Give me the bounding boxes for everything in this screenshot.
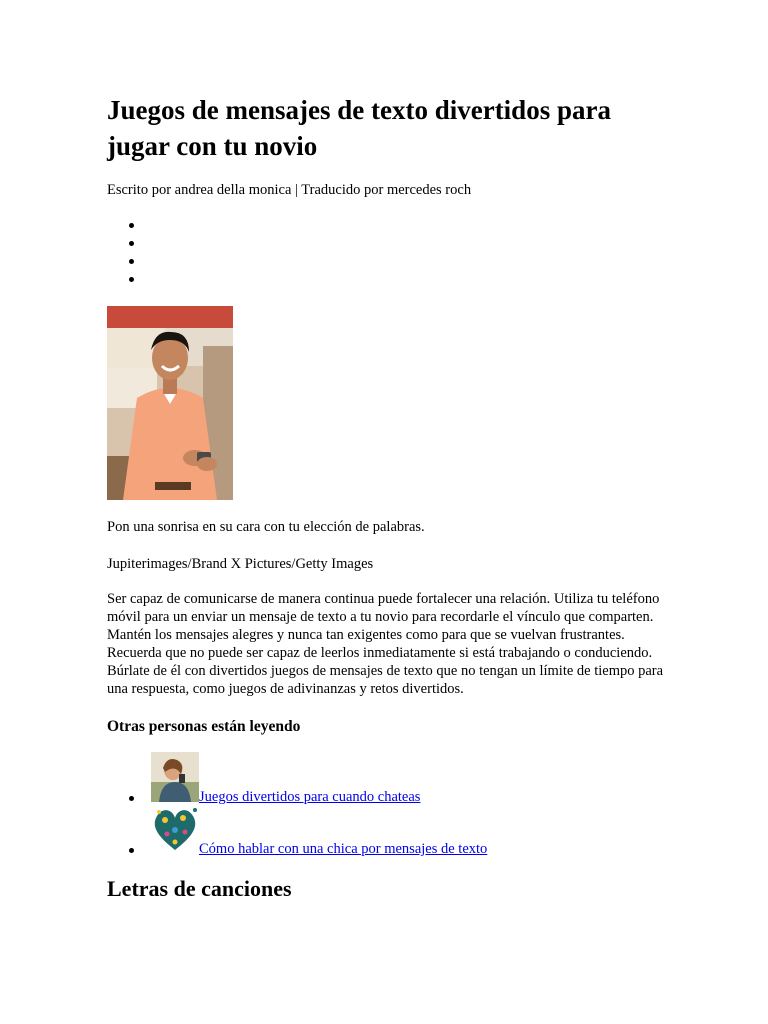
image-caption: Pon una sonrisa en su cara con tu elección de palabras. <box>107 519 425 535</box>
related-list <box>107 752 627 856</box>
bullet-icon <box>129 848 134 853</box>
article-title: Juegos de mensajes de texto divertidos para jugar con tu novio <box>107 95 611 161</box>
hero-image <box>107 306 233 500</box>
woman-with-phone-thumbnail-icon[interactable] <box>151 752 199 802</box>
share-list <box>107 216 147 288</box>
share-item[interactable] <box>107 216 147 234</box>
image-credit: Jupiterimages/Brand X Pictures/Getty Images <box>107 556 374 572</box>
section-heading: Letras de canciones <box>107 876 292 901</box>
related-item <box>107 804 627 856</box>
related-link-juegos-divertidos[interactable]: Juegos divertidos para cuando chateas <box>199 789 421 805</box>
share-item[interactable] <box>107 234 147 252</box>
related-heading: Otras personas están leyendo <box>107 718 301 735</box>
article-body: Ser capaz de comunicarse de manera continua puede fortalecer una relación. Utiliza tu teléfono móvil para un enviar un mensaje de texto a tu novio para recordarle el vínculo que comparten. Mantén los mensajes alegres y nunca tan exigentes como para que se vuelvan frustrantes. Recuerda que no puede ser capaz de leerlos inmediatamente si está trabajando o conduciendo. Búrlate de él con divertidos juegos de mensajes de texto que no tengan un límite de tiempo para una respuesta, como juegos de adivinanzas y retos divertidos. <box>107 591 664 697</box>
related-link-como-hablar[interactable]: Cómo hablar con una chica por mensajes de texto <box>199 841 488 857</box>
man-texting-photo <box>107 306 233 500</box>
heart-pattern-thumbnail-icon[interactable] <box>151 804 199 854</box>
byline: Escrito por andrea della monica | Traducido por mercedes roch <box>107 182 472 198</box>
bullet-icon <box>129 796 134 801</box>
share-item[interactable] <box>107 270 147 288</box>
share-item[interactable] <box>107 252 147 270</box>
related-item <box>107 752 627 804</box>
